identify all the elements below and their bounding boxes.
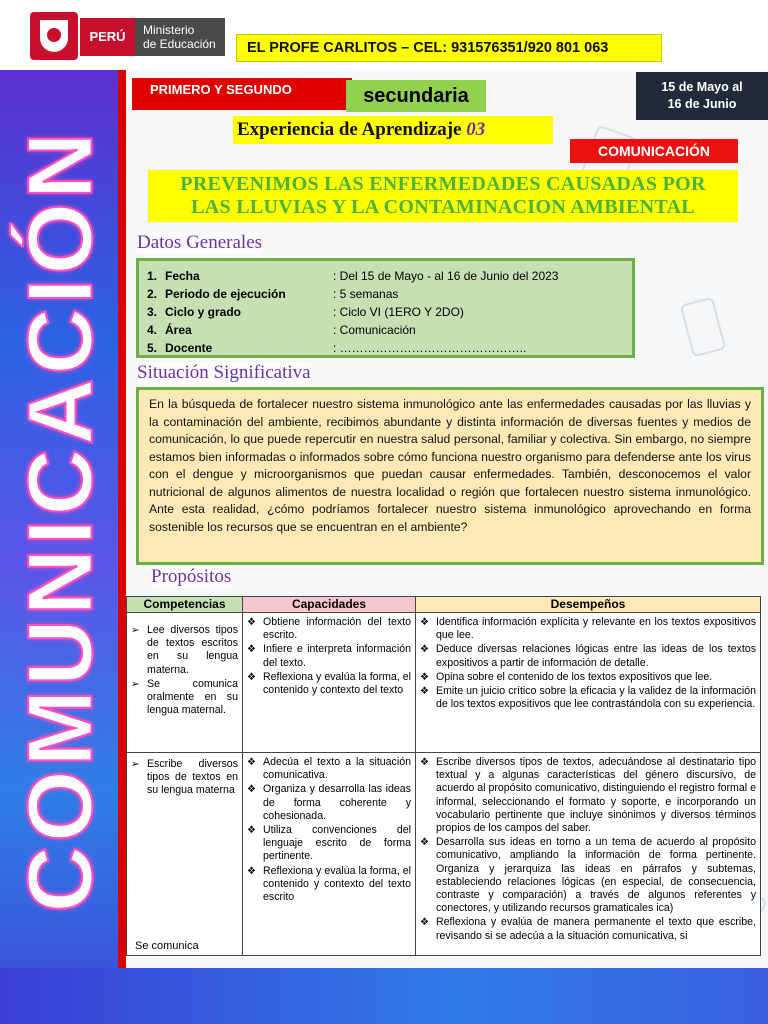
desempeno-item: ❖ Deduce diversas relaciones lógicas entre las ideas de los textos expositivos a partir de información de detalle. — [420, 643, 756, 669]
grade-label: PRIMERO Y SEGUNDO — [132, 78, 352, 110]
row-label: Docente — [165, 341, 213, 355]
peru-label: PERÚ — [80, 18, 135, 56]
side-banner-title: COMUNICACIÓN — [9, 128, 112, 912]
ministry-line2: de Educación — [143, 37, 216, 51]
row-label: Fecha — [165, 269, 200, 283]
competencia-extra: Se comunica — [135, 939, 199, 952]
topic-line1: PREVENIMOS LAS ENFERMEDADES CAUSADAS POR — [180, 173, 706, 195]
topic-line2: LAS LLUVIAS Y LA CONTAMINACION AMBIENTAL — [191, 196, 695, 218]
general-data-row — [147, 321, 632, 339]
row-number: 4. — [147, 323, 158, 337]
side-banner-title-wrap — [0, 70, 122, 970]
capacidad-item: ❖ Reflexiona y evalúa la forma, el contenido y contexto del texto — [247, 671, 411, 697]
competencias-cell — [127, 753, 243, 956]
competencia-item: ➢ Lee diversos tipos de textos escritos en su lengua materna. — [131, 624, 238, 677]
row-value: : Comunicación — [333, 323, 416, 337]
bottom-band — [0, 968, 768, 1024]
row-label: Periodo de ejecución — [165, 287, 286, 301]
row-number: 2. — [147, 287, 158, 301]
table-row — [127, 613, 761, 753]
experience-title — [233, 116, 553, 144]
background-doodle — [680, 297, 727, 358]
general-data-row — [147, 339, 632, 357]
contact-banner: EL PROFE CARLITOS – CEL: 931576351/920 801 063 — [236, 34, 662, 62]
header-competencias: Competencias — [127, 597, 243, 613]
section-title-datos: Datos Generales — [137, 232, 263, 253]
row-label: Ciclo y grado — [165, 305, 242, 319]
capacidades-cell — [243, 613, 416, 753]
desempeno-item: ❖ Emite un juicio crítico sobre la eficacia y la validez de la información de los textos expositivos que lee contrastándola con su experiencia. — [420, 685, 756, 711]
general-data-row — [147, 303, 632, 321]
topic-title — [148, 170, 738, 222]
desempeno-item: ❖ Reflexiona y evalúa de manera permanente el texto que escribe, revisando si se adecúa a la situación comunicativa, si — [420, 916, 756, 942]
situation-paragraph: En la búsqueda de fortalecer nuestro sistema inmunológico ante las enfermedades causadas por las lluvias y la contaminación del ambiente, recibimos abundante y distinta información de diversas fuentes y medios de comunicación, lo que puede repercutir en nuestra salud personal, familiar y colectiva. Sin embargo, no siempre estamos bien informadas o informados sobre cómo funciona nuestro organismo para defenderse ante los virus con el dengue y microorganismos que puedan causar enfermedades. También, desconocemos el valor nutricional de algunos alimentos de nuestra localidad o región que fortalecen nuestro sistema inmunológico. Ante esta realidad, ¿cómo podríamos fortalecer nuestro sistema inmunológico aprovechando en forma sostenible los recursos que se encuentran en el ambiente? — [136, 387, 764, 565]
table-header-row — [127, 597, 761, 613]
competencia-item: ➢ Escribe diversos tipos de textos en su lengua materna — [131, 758, 238, 798]
capacidad-item: ❖ Obtiene información del texto escrito. — [247, 616, 411, 642]
header-desempenos: Desempeños — [416, 597, 761, 613]
row-value: : Ciclo VI (1ERO Y 2DO) — [333, 305, 464, 319]
row-value: : ……………………………………….. — [333, 341, 527, 355]
level-label: secundaria — [346, 80, 486, 112]
capacidad-item: ❖ Utiliza convenciones del lenguaje escrito de forma pertinente. — [247, 824, 411, 864]
desempeno-item: ❖ Desarrolla sus ideas en torno a un tema de acuerdo al propósito comunicativo, ampliando la información de forma pertinente. Organiza y jerarquiza las ideas en párrafos y subtemas, estableciendo relaciones lógicas (en especial, de consecuencia, contraste y comparación) a través de algunos referentes y conectores, y utilizando recursos gramaticales ica) — [420, 836, 756, 915]
capacidad-item: ❖ Adecúa el texto a la situación comunicativa. — [247, 756, 411, 782]
desempenos-cell — [416, 753, 761, 956]
general-data-box — [136, 258, 635, 358]
peru-coat-of-arms-icon — [30, 12, 78, 60]
row-label: Área — [165, 323, 192, 337]
area-badge: COMUNICACIÓN — [570, 139, 738, 163]
desempeno-item: ❖ Identifica información explícita y relevante en los textos expositivos que lee. — [420, 616, 756, 642]
header-capacidades: Capacidades — [243, 597, 416, 613]
general-data-row — [147, 285, 632, 303]
experience-label: Experiencia de Aprendizaje — [237, 119, 462, 140]
purposes-table — [126, 596, 761, 956]
date-line2: 16 de Junio — [667, 97, 737, 111]
ministry-label — [135, 18, 225, 56]
competencias-cell — [127, 613, 243, 753]
capacidad-item: ❖ Infiere e interpreta información del texto. — [247, 643, 411, 669]
desempeno-item: ❖ Opina sobre el contenido de los textos expositivos que lee. — [420, 671, 756, 684]
experience-number: 03 — [466, 119, 486, 140]
date-line1: 15 de Mayo al — [661, 80, 743, 94]
row-number: 5. — [147, 341, 158, 355]
desempeno-item: ❖ Escribe diversos tipos de textos, adecuándose al destinatario tipo textual y a algunas características del género discursivo, de acuerdo al propósito comunicativo, distinguiendo el registro formal e informal, seleccionando el formato y soporte, e incorporando un vocabulario pertinente que incluye sinónimos y diversos términos propios de los campos del saber. — [420, 756, 756, 835]
row-number: 1. — [147, 269, 158, 283]
capacidades-cell — [243, 753, 416, 956]
row-number: 3. — [147, 305, 158, 319]
capacidad-item: ❖ Reflexiona y evalúa la forma, el contenido y contexto del texto escrito — [247, 865, 411, 905]
ministry-line1: Ministerio — [143, 23, 195, 37]
capacidad-item: ❖ Organiza y desarrolla las ideas de forma coherente y cohesionada. — [247, 783, 411, 823]
competencia-item: ➢ Se comunica oralmente en su lengua maternal. — [131, 678, 238, 718]
date-range — [636, 72, 768, 120]
row-value: : 5 semanas — [333, 287, 399, 301]
section-title-propositos: Propósitos — [151, 566, 232, 587]
table-row — [127, 753, 761, 956]
desempenos-cell — [416, 613, 761, 753]
section-title-situacion: Situación Significativa — [137, 362, 311, 383]
general-data-row — [147, 267, 632, 285]
row-value: : Del 15 de Mayo - al 16 de Junio del 2023 — [333, 269, 559, 283]
